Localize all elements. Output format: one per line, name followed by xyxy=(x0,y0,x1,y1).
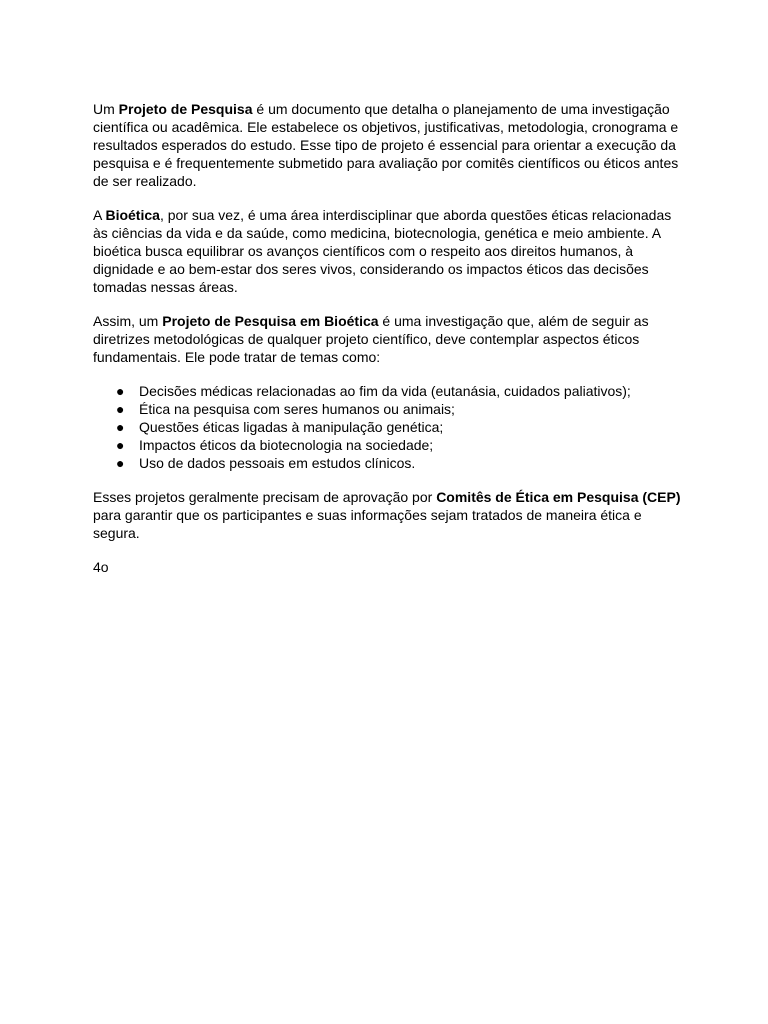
paragraph-text: , por sua vez, é uma área interdisciplinar que aborda questões éticas relacionadas às ciências da vida e da saúde, como medicina, biotecnologia, genética e meio ambiente. A bioética busca equilibrar os avanços científicos com o respeito aos direitos humanos, à dignidade e ao bem-estar dos seres vivos, considerando os impactos éticos das decisões tomadas nessas áreas. xyxy=(93,207,672,295)
paragraph-projeto-de-pesquisa xyxy=(93,100,683,190)
list-item xyxy=(93,382,683,400)
list-item xyxy=(93,418,683,436)
bullet-icon: ● xyxy=(116,401,125,417)
list-item xyxy=(93,454,683,472)
list-item xyxy=(93,400,683,418)
paragraph-bioetica xyxy=(93,206,683,296)
paragraph-text: é um documento que detalha o planejamento de uma investigação científica ou acadêmica. Ele estabelece os objetivos, justificativas, metodologia, cronograma e resultados esperados do estudo. Esse tipo de projeto é essencial para orientar a execução da pesquisa e é frequentemente submetido para avaliação por comitês científicos ou éticos antes de ser realizado. xyxy=(93,101,679,189)
list-item-text: Decisões médicas relacionadas ao fim da vida (eutanásia, cuidados paliativos); xyxy=(139,383,631,399)
bold-term: Bioética xyxy=(105,207,160,223)
bullet-icon: ● xyxy=(116,419,125,435)
bullet-icon: ● xyxy=(116,383,125,399)
bold-term: Comitês de Ética em Pesquisa (CEP) xyxy=(436,489,681,505)
footer-note: 4o xyxy=(93,559,109,575)
bold-term: Projeto de Pesquisa xyxy=(118,101,253,117)
paragraph-projeto-em-bioetica xyxy=(93,312,683,366)
bullet-icon: ● xyxy=(116,437,125,453)
paragraph-text: Assim, um xyxy=(93,313,163,329)
list-item-text: Questões éticas ligadas à manipulação genética; xyxy=(139,419,444,435)
paragraph-text: Um xyxy=(93,101,119,117)
list-item-text: Uso de dados pessoais em estudos clínicos. xyxy=(139,455,416,471)
paragraph-text: Esses projetos geralmente precisam de aprovação por xyxy=(93,489,437,505)
paragraph-text: para garantir que os participantes e suas informações sejam tratados de maneira ética e segura. xyxy=(93,507,642,541)
list-item-text: Ética na pesquisa com seres humanos ou animais; xyxy=(139,401,455,417)
bold-term: Projeto de Pesquisa em Bioética xyxy=(162,313,379,329)
paragraph-text: A xyxy=(93,207,106,223)
list-item-text: Impactos éticos da biotecnologia na sociedade; xyxy=(139,437,434,453)
document-body xyxy=(93,100,683,576)
topics-list xyxy=(93,382,683,472)
paragraph-cep xyxy=(93,488,683,542)
bullet-icon: ● xyxy=(116,455,125,471)
paragraph-text: é uma investigação que, além de seguir as diretrizes metodológicas de qualquer projeto científico, deve contemplar aspectos éticos fundamentais. Ele pode tratar de temas como: xyxy=(93,313,649,365)
list-item xyxy=(93,436,683,454)
